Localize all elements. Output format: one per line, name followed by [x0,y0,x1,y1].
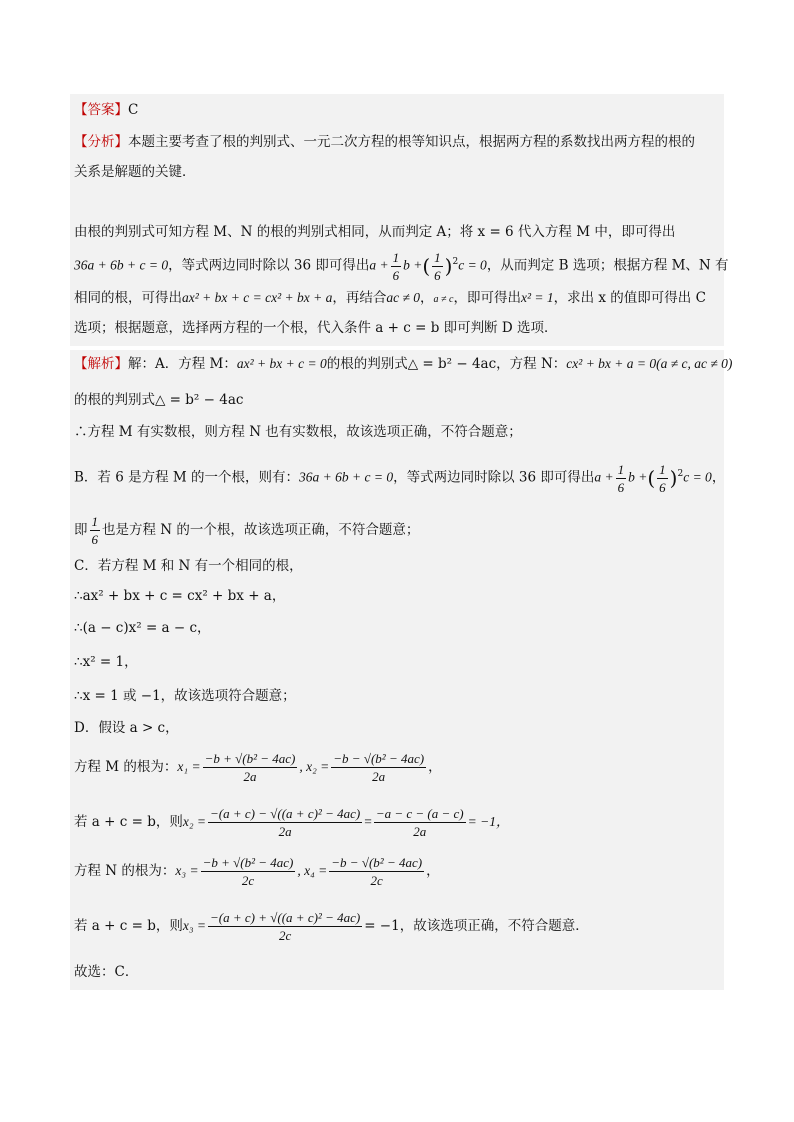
analysis-line-6: 选项；根据题意，选择两方程的一个根，代入条件 a + c = b 即可判断 D 选项． [74,320,558,336]
solution-line-5 [74,510,720,550]
frac-den: 6 [392,267,400,283]
root-formula-2 [331,750,426,785]
t5c: ，即可得出 [453,290,521,306]
answer-tag: 【答案】 [74,102,128,118]
analysis-text-4a: ，等式两边同时除以 36 即可得出 [168,257,370,274]
root-x2-simplified [374,805,466,840]
frac-num: 1 [392,249,400,265]
analysis-tag: 【分析】 [74,134,128,150]
s4b: ，等式两边同时除以 36 即可得出 [393,469,595,486]
frac-num: −a − c − (a − c) [375,806,464,821]
frac-num: 1 [434,249,441,265]
solution-block [70,350,733,990]
frac-num: −(a + c) − √((a + c)² − 4ac) [210,806,361,821]
frac-den: 2a [243,769,257,784]
solution-line-9: ∴x² = 1， [74,654,138,670]
s1b: 的根的判别式△ = b² − 4ac [326,356,497,372]
analysis-block [70,94,729,346]
fraction-one-sixth [391,249,402,284]
solution-line-12 [74,746,720,788]
solution-line-8: ∴(a − c)x² = a − c， [74,620,211,636]
s4eq: 36a + 6b + c = 0 [299,469,394,485]
frac-den: 6 [659,479,666,495]
analysis-line-4: 36a + 6b + c = 0，等式两边同时除以 36 即可得出a + $\frac{1}{6}$ b +( $\frac{1}{6}$ )$^2$c = 0，从而判定 B 选项；根据方程 M、N 有 [74,249,729,283]
s1eq2: cx² + bx + a = 0(a ≠ c, ac ≠ 0) [566,356,733,371]
math-a-plus: a + [369,257,389,273]
s1c: ，方程 N： [496,356,567,372]
eq13: = [364,814,372,829]
root-formula-3 [201,854,296,889]
s12x2: , x₂ = [299,759,330,774]
frac-den: 2a [372,769,386,784]
frac-num: 1 [617,461,625,477]
frac-den: 2a [413,824,427,839]
solution-line-7: ∴ax² + bx + c = cx² + bx + a， [74,588,286,604]
solution-tag: 【解析】 [74,356,128,372]
cond5: ac ≠ 0 [386,290,421,305]
solution-line-3: ∴方程 M 有实数根，则方程 N 也有实数根，故该选项正确，不符合题意； [74,424,522,440]
solution-line-4: B．若 6 是方程 M 的一个根，则有：36a + 6b + c = 0，等式两边同时除以 36 即可得出a + $\frac{1}{6}$ b +( $\frac{1}{6}$ )$^2$c = 0， [74,461,726,495]
solution-line-2: 的根的判别式△ = b² − 4ac [74,392,244,408]
t5a: 相同的根，可得出 [74,290,182,306]
fraction-one-sixth-sq [657,461,668,496]
eq5: ax² + bx + c = cx² + bx + a [182,290,333,305]
analysis-text-1: 本题主要考查了根的判别式、一元二次方程的根等知识点，根据两方程的系数找出两方程的根的 [128,134,695,150]
solution-line-6: C．若方程 M 和 N 有一个相同的根， [74,558,303,574]
s13a: 若 a + c = b，则 [74,814,183,830]
frac-num: 1 [659,461,666,477]
frac-num: −b + √(b² − 4ac) [202,855,294,870]
frac-num: −b − √(b² − 4ac) [331,855,423,870]
s4bp: b + [628,469,648,485]
t5b: ，再结合 [332,290,387,306]
s12x1: x₁ = [177,759,201,774]
s12a: 方程 M 的根为： [74,759,178,775]
s14a: 方程 N 的根为： [74,863,176,879]
math-c-eq0: c = 0 [458,257,487,273]
equation-36a: 36a + 6b + c = 0 [74,257,169,273]
s14x3: x₃ = [175,863,199,878]
analysis-line-1 [74,132,720,152]
answer-line [74,100,720,120]
t5d: ，求出 x 的值即可得出 C [553,290,706,306]
solution-line-14 [74,850,720,892]
answer-value: C [128,102,139,118]
s4ap: a + [594,469,614,485]
s1eq: ax² + bx + c = 0 [236,356,327,371]
frac-num: −b + √(b² − 4ac) [204,751,296,766]
s4a: B．若 6 是方程 M 的一个根，则有： [74,469,299,486]
math-b-plus: b + [403,257,423,273]
s12end: ， [428,759,442,775]
solution-line-11: D．假设 a > c， [74,720,179,736]
cond5b: a ≠ c [433,294,454,305]
s14x4: , x₄ = [297,863,328,878]
analysis-line-3: 由根的判别式可知方程 M、N 的根的判别式相同，从而判定 A；将 x = 6 代入方程 M 中，即可得出 [74,224,676,240]
root-formula-4 [329,854,424,889]
root-formula-1 [203,750,298,785]
frac-den: 2c [278,928,292,943]
s15x3: x₃ = [182,918,207,933]
analysis-line-5: 相同的根，可得出ax² + bx + c = cx² + bx + a，再结合ac ≠ 0，a ≠ c，即可得出x² = 1，求出 x 的值即可得出 C [74,290,706,306]
s14end: ， [426,863,440,879]
s13x2: x₂ = [182,814,207,829]
solution-line-15 [74,904,720,948]
frac-den: 2a [278,824,292,839]
solution-line-13 [74,800,720,844]
s5b: 也是方程 N 的一个根，故该选项正确，不符合题意； [102,522,420,538]
frac-num: −b − √(b² − 4ac) [333,751,425,766]
frac-num: −(a + c) + √((a + c)² − 4ac) [210,910,361,925]
s15end: = −1，故该选项正确，不符合题意． [364,918,589,934]
frac-den: 6 [91,532,98,547]
fraction-one-sixth [616,461,627,496]
fraction-one-sixth [90,513,101,548]
solution-line-16: 故选：C． [74,964,139,980]
frac-den: 6 [434,267,441,283]
s4c: ， [711,469,726,486]
s13end: = −1， [467,814,510,829]
solution-line-1 [74,354,733,374]
analysis-line-2: 关系是解题的关键． [74,164,196,180]
fraction-one-sixth-sq [432,249,443,284]
solution-line-10: ∴x = 1 或 −1，故该选项符合题意； [74,688,296,704]
s4c0: c = 0 [683,469,712,485]
res5: x² = 1 [520,290,554,305]
frac-den: 2c [241,873,255,888]
s15a: 若 a + c = b，则 [74,918,183,934]
frac-den: 6 [617,479,625,495]
analysis-text-4b: ，从而判定 B 选项；根据方程 M、N 有 [486,257,729,274]
s1a: 解：A．方程 M： [128,356,237,372]
frac-den: 2c [370,873,383,888]
root-x2-expanded [208,805,362,840]
root-x3-expanded [208,909,362,944]
frac-num: 1 [91,514,98,529]
s5a: 即 [74,522,88,538]
